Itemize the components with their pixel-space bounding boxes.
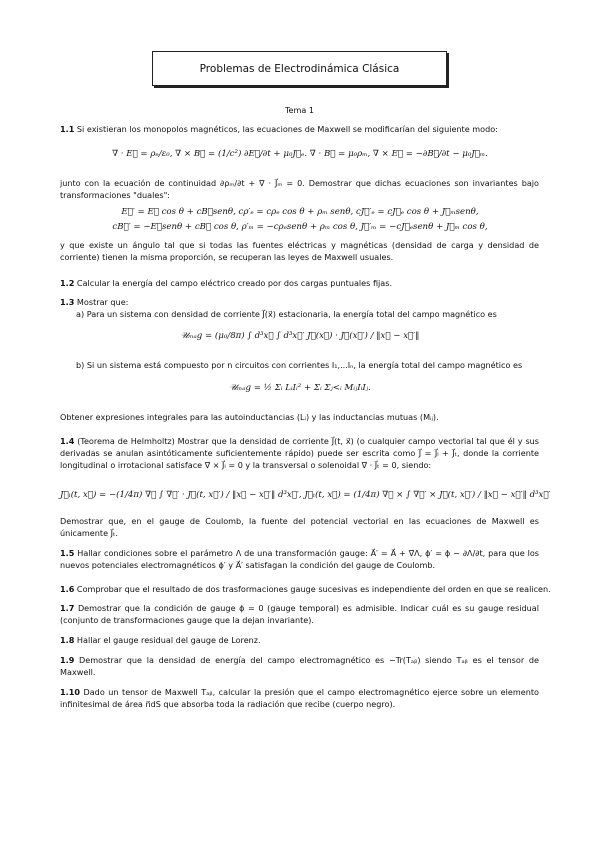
problem-text: (Teorema de Helmholtz) Mostrar que la densidad de corriente J⃗(t, x⃗) (o cualquier campo vectorial tal que él y sus derivadas se anulan asintóticamente suficientemente rápido) puede ser escrita como J⃗ = J⃗ₗ + J⃗ₜ, donde la corriente longitudinal o irrotacional satisface ∇⃗ × J⃗ₗ = 0 y la transversal o solenoidal ∇⃗ · J⃗ₜ = 0, siendo: (60, 436, 540, 471)
equation-maxwell-monopoles: ∇ · E⃗ = ρₑ/ε₀, ∇ × B⃗ = (1/c²) ∂E⃗/∂t + μ₀J⃗ₑ. ∇ · B⃗ = μ₀ρₘ, ∇ × E⃗ = −∂B⃗/∂t − μ₀J⃗ₘ. (112, 149, 488, 159)
problem-text: Dado un tensor de Maxwell Tₐᵦ, calcular la presión que el campo electromagnético ejerce sobre un elemento infinitesimal de área n⃗dS que absorba toda la radiación que recibe (cuerpo negro). (60, 687, 539, 710)
problem-number: 1.1 (60, 124, 75, 134)
problem-number: 1.7 (60, 603, 75, 613)
problem-1-1-text-2: junto con la ecuación de continuidad ∂ρₘ/∂t + ∇ · J⃗ₘ = 0. Demostrar que dichas ecuaciones son invariantes bajo transformaciones "duales": (60, 178, 539, 201)
problem-text: Hallar el gauge residual del gauge de Lorenz. (76, 635, 261, 645)
problem-1-9 (60, 654, 539, 678)
problem-number: 1.3 (60, 297, 75, 307)
problem-number: 1.10 (60, 687, 80, 697)
problem-number: 1.9 (60, 655, 75, 665)
topic-heading: Tema 1 (284, 105, 315, 115)
problem-1-3 (60, 296, 128, 308)
equation-magnetic-energy: 𝒰ₘₐ𝑔 = (μ₀/8π) ∫ d³x⃗ ∫ d³x⃗′ J⃗(x⃗) · J⃗(x⃗′) / ‖x⃗ − x⃗′‖ (180, 331, 420, 341)
problem-1-5 (60, 547, 539, 571)
problem-1-8 (60, 634, 261, 646)
problem-1-3-b: b) Si un sistema está compuesto por n circuitos con corrientes I₁,...Iₙ, la energía total del campo magnético es (76, 360, 523, 370)
problem-text: Mostrar que: (76, 297, 129, 307)
problem-1-1-text-3: y que existe un ángulo tal que si todas las fuentes eléctricas y magnéticas (densidad de carga y densidad de corriente) tienen la misma proporción, se recuperan las leyes de Maxwell usuales. (60, 240, 539, 263)
problem-text: Si existieran los monopolos magnéticos, las ecuaciones de Maxwell se modificarían del siguiente modo: (76, 124, 498, 134)
equation-helmholtz: J⃗ₗ(t, x⃗) = −(1/4π) ∇⃗ ∫ ∇⃗′ · J⃗(t, x⃗′) / ‖x⃗ − x⃗′‖ d³x⃗′, J⃗ₜ(t, x⃗) = (1/4π) ∇⃗ × ∫ ∇⃗′ × J⃗(t, x⃗′) / ‖x⃗ − x⃗′‖ d³x⃗′ (60, 490, 551, 500)
equation-duality-1: E⃗′ = E⃗ cos θ + cB⃗senθ, cρ′ₑ = cρₑ cos θ + ρₘ senθ, cJ⃗′ₑ = cJ⃗ₑ cos θ + J⃗ₘsenθ, (121, 207, 479, 217)
problem-1-10 (60, 686, 539, 710)
problem-text: Calcular la energía del campo eléctrico creado por dos cargas puntuales fijas. (76, 278, 393, 288)
equation-duality-2: cB⃗′ = −E⃗senθ + cB⃗ cos θ, ρ′ₘ = −cρₑsenθ + ρₘ cos θ, J⃗′ₘ = −cJ⃗ₑsenθ + J⃗ₘ cos θ, (112, 222, 488, 232)
problem-1-3-text-2: Obtener expresiones integrales para las autoinductancias (Lᵢ) y las inductancias mutuas (Mᵢⱼ). (60, 412, 439, 422)
title-box (152, 51, 447, 86)
problem-1-7 (60, 602, 539, 626)
problem-text: Demostrar que la densidad de energía del campo electromagnético es −Tr(Tₐᵦ) siendo Tₐᵦ es el tensor de Maxwell. (60, 655, 539, 678)
problem-1-6 (60, 583, 551, 595)
problem-number: 1.8 (60, 635, 75, 645)
problem-1-3-a: a) Para un sistema con densidad de corriente J⃗(x⃗) estacionaria, la energía total del campo magnético es (76, 309, 497, 319)
problem-text: Hallar condiciones sobre el parámetro Λ de una transformación gauge: A⃗′ = A⃗ + ∇⃗Λ, ϕ′ = ϕ − ∂Λ/∂t, para que los nuevos potenciales electromagnéticos ϕ′ y A⃗′ satisfagan la condición del gauge de Coulomb. (60, 548, 540, 571)
problem-1-1 (60, 123, 498, 135)
document-title: Problemas de Electrodinámica Clásica (199, 62, 400, 75)
problem-number: 1.2 (60, 278, 75, 288)
problem-1-4 (60, 435, 539, 472)
problem-1-4-text-2: Demostrar que, en el gauge de Coulomb, la fuente del potencial vectorial en las ecuaciones de Maxwell es únicamente J⃗ₜ. (60, 516, 539, 539)
problem-number: 1.5 (60, 548, 75, 558)
problem-text: Comprobar que el resultado de dos trasformaciones gauge sucesivas es independiente del orden en que se realicen. (76, 584, 551, 594)
equation-inductance-energy: 𝒰ₘₐ𝑔 = ½ Σᵢ LᵢIᵢ² + Σᵢ Σⱼ<ᵢ MᵢⱼIᵢIⱼ. (229, 383, 371, 393)
problem-text: Demostrar que la condición de gauge ϕ = 0 (gauge temporal) es admisible. Indicar cuál es su gauge residual (conjunto de transformaciones gauge que la dejan invariante). (60, 603, 539, 626)
problem-number: 1.4 (60, 436, 75, 446)
problem-1-2 (60, 277, 392, 289)
problem-number: 1.6 (60, 584, 75, 594)
